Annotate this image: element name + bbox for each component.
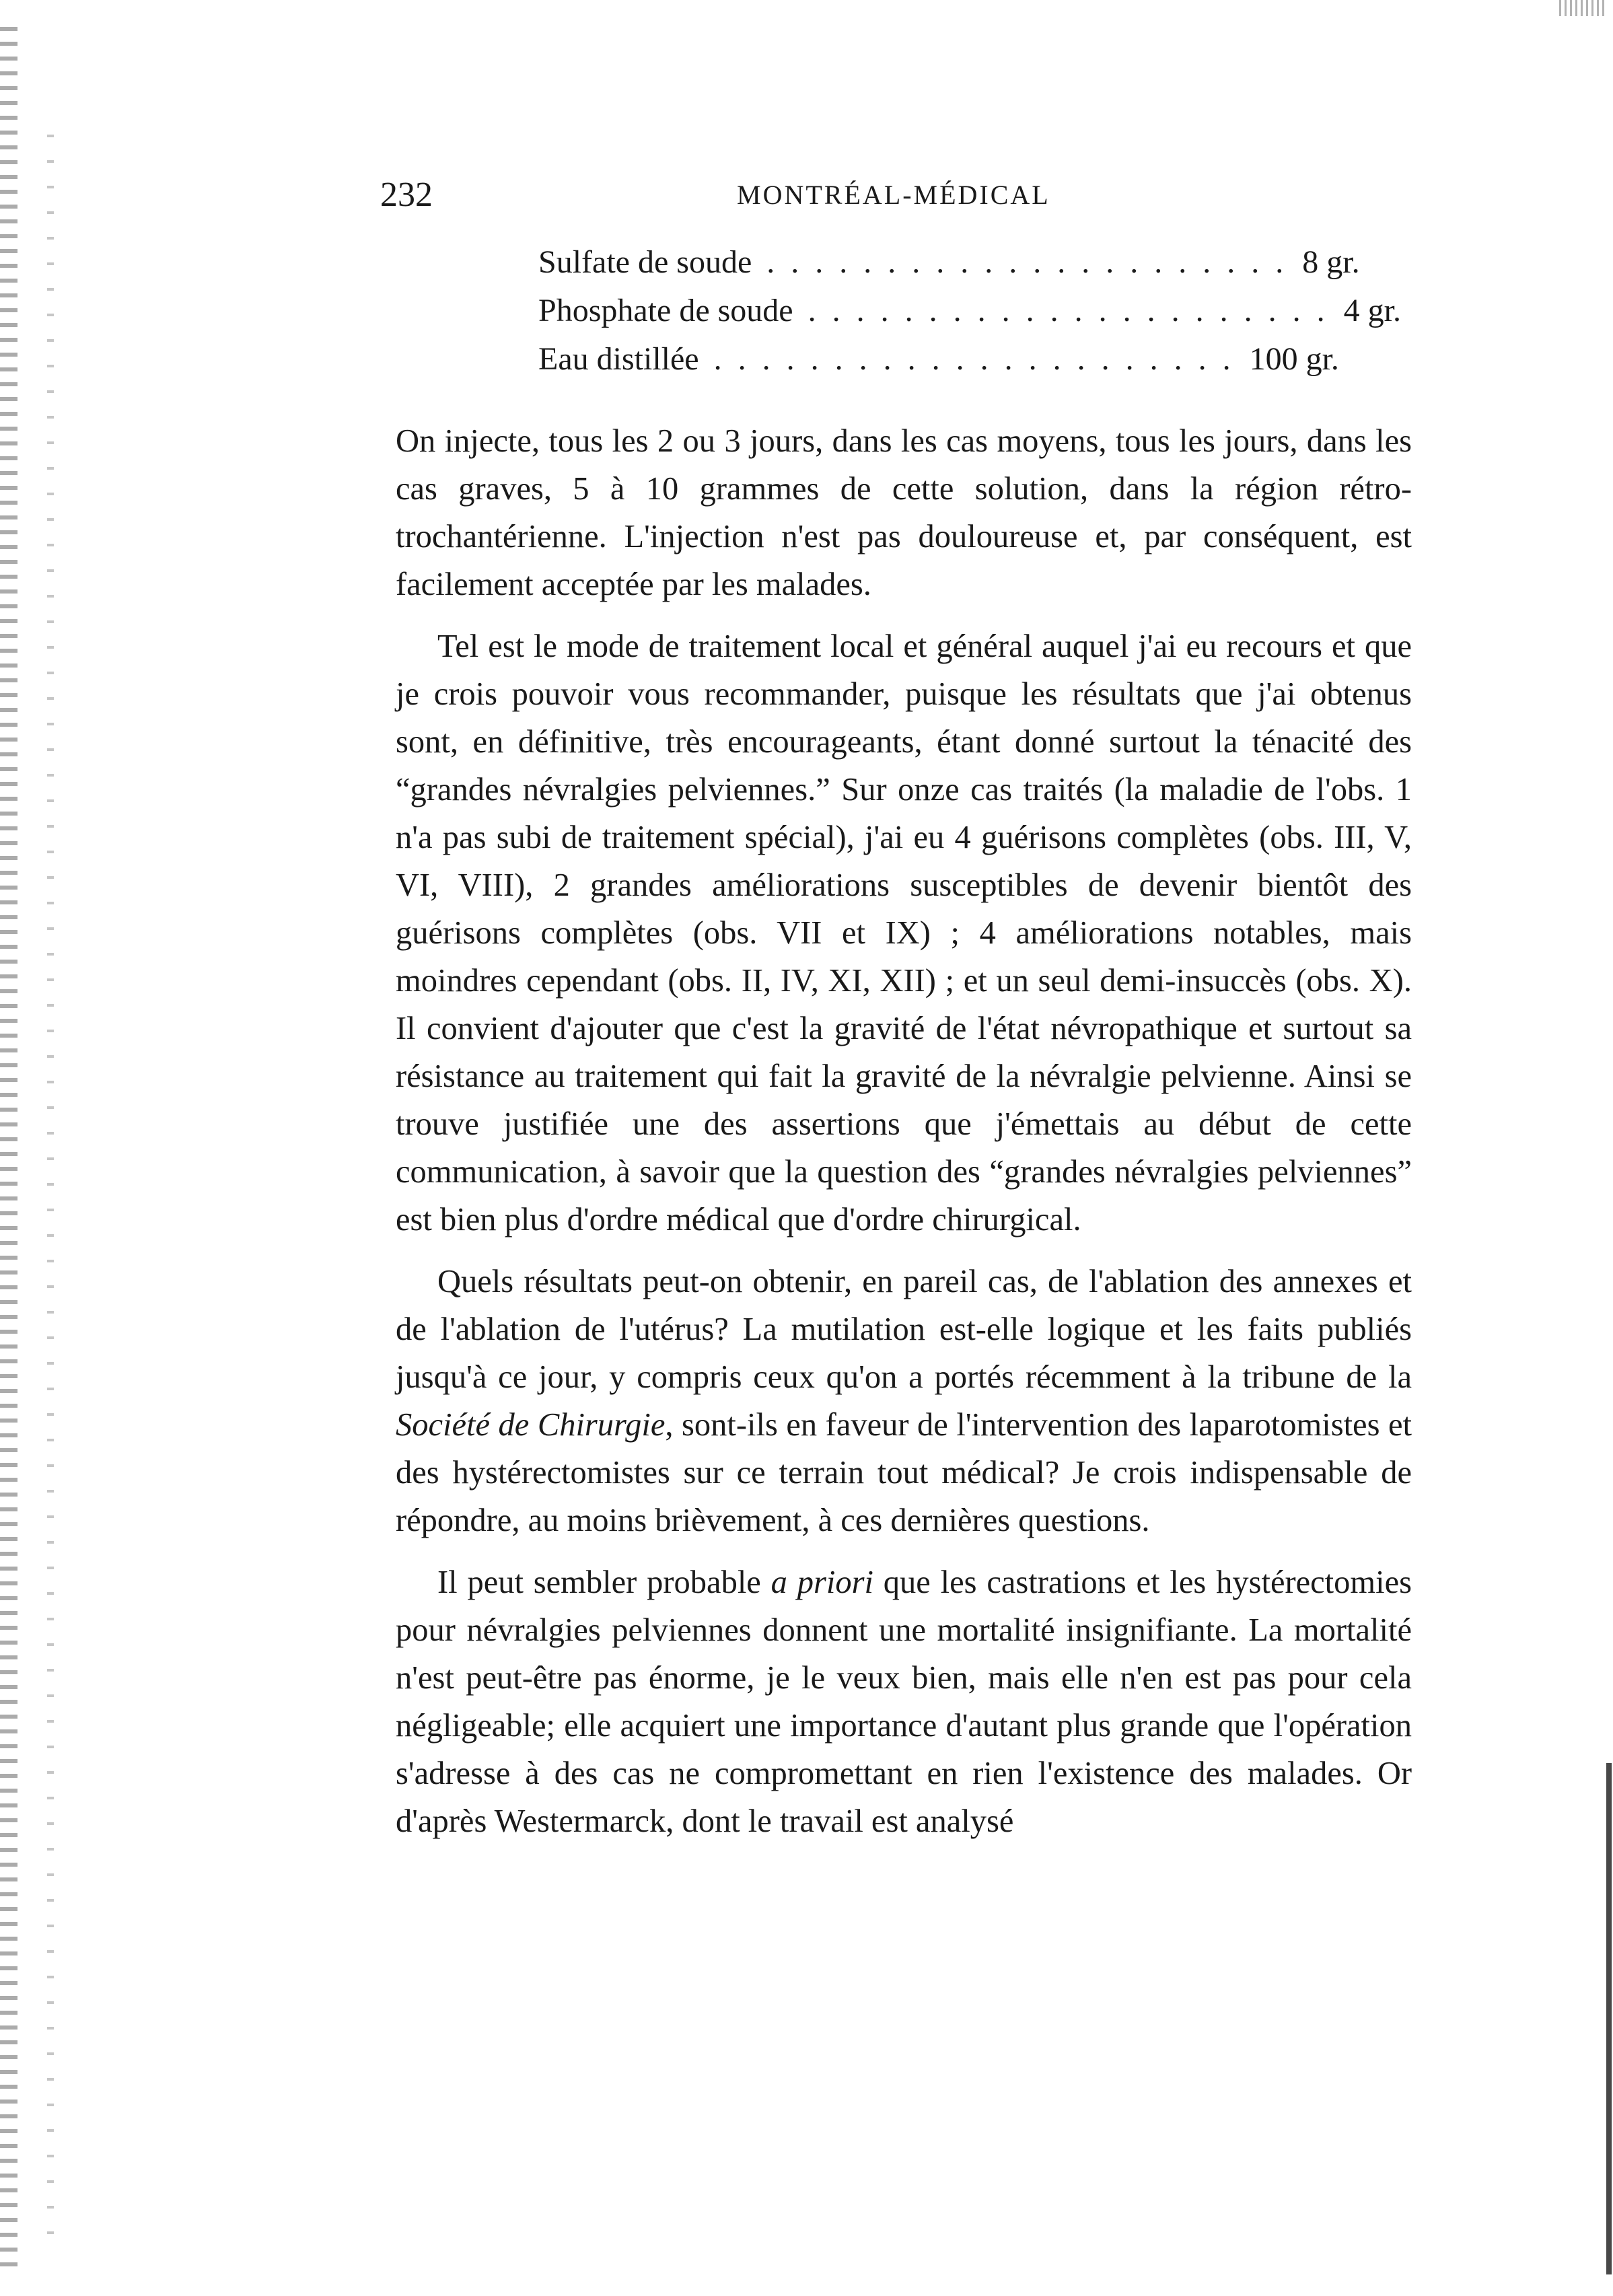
latin-phrase: a priori — [770, 1565, 873, 1600]
paragraph-text: , sont-ils en faveur de l'intervention des laparotomistes et des hystérectomistes sur ce terrain tout médical? Je crois indispensable de répondre, au moins brièvement, à ces dernières questions. — [396, 1407, 1412, 1538]
dot-leader: . . . . . . . . . . . . . . . . . . . . . . — [713, 341, 1235, 377]
scan-binding-shadow — [47, 135, 54, 2254]
formula-quantity: 4 gr. — [1343, 293, 1401, 328]
formula-ingredient: Phosphate de soude — [538, 293, 793, 328]
running-title: MONTRÉAL-MÉDICAL — [737, 180, 1050, 210]
journal-title: Société de Chirurgie — [396, 1407, 666, 1443]
page-header — [380, 172, 1430, 219]
body-text — [396, 417, 1412, 1845]
paragraph-text: que les castrations et les hystérectomies pour névralgies pelviennes donnent une mortalité insignifiante. La mortalité n'est peut-être pas énorme, je le veux bien, mais elle n'en est pas pour cela négligeable; elle acquiert une importance d'autant plus grande que l'opération s'adresse à des cas ne compromettant en rien l'existence des malades. Or d'après Westermarck, dont le travail est analysé — [396, 1565, 1412, 1839]
dot-leader: . . . . . . . . . . . . . . . . . . . . . . — [808, 293, 1329, 328]
formula-quantity: 8 gr. — [1302, 244, 1360, 280]
paragraph-text: Il peut sembler probable — [437, 1565, 761, 1600]
paragraph: On injecte, tous les 2 ou 3 jours, dans les cas moyens, tous les jours, dans les cas graves, 5 à 10 grammes de cette solution, dans la région rétro-trochantérienne. L'injection n'est pas douloureuse et, par conséquent, est facilement acceptée par les malades. — [396, 423, 1412, 602]
formula-ingredient: Sulfate de soude — [538, 244, 752, 280]
formula-quantity: 100 gr. — [1249, 341, 1339, 377]
scan-corner-mark — [1559, 0, 1606, 16]
paragraph — [396, 1258, 1412, 1544]
formula-table — [538, 244, 1401, 389]
scan-right-edge — [1606, 1763, 1612, 2274]
formula-row — [538, 340, 1339, 389]
page-number: 232 — [380, 176, 433, 214]
formula-ingredient: Eau distillée — [538, 341, 699, 377]
paragraph-text: Quels résultats peut-on obtenir, en pareil cas, de l'ablation des annexes et de l'ablation de l'utérus? La mutilation est-elle logique et les faits publiés jusqu'à ce jour, y compris ceux qu'on a portés récemment à la tribune de la — [396, 1264, 1412, 1395]
paragraph: Tel est le mode de traitement local et général auquel j'ai eu recours et que je crois pouvoir vous recommander, puisque les résultats que j'ai obtenus sont, en définitive, très encourageants, étant donné surtout la ténacité des “grandes névralgies pelviennes.” Sur onze cas traités (la maladie de l'obs. 1 n'a pas subi de traitement spécial), j'ai eu 4 guérisons complètes (obs. III, V, VI, VIII), 2 grandes améliorations susceptibles de devenir bientôt des guérisons complètes (obs. VII et IX) ; 4 améliorations notables, mais moindres cependant (obs. II, IV, XI, XII) ; et un seul demi-insuccès (obs. X). Il convient d'ajouter que c'est la gravité de l'état névropathique et surtout sa résistance au traitement qui fait la gravité de la névralgie pelvienne. Ainsi se trouve justifiée une des assertions que j'émettais au début de cette communication, à savoir que la question des “grandes névralgies pelviennes” est bien plus d'ordre médical que d'ordre chirurgical. — [396, 629, 1412, 1237]
dot-leader: . . . . . . . . . . . . . . . . . . . . . . — [766, 244, 1288, 280]
formula-row — [538, 292, 1401, 340]
formula-row — [538, 244, 1360, 292]
paragraph — [396, 1558, 1412, 1845]
scan-binding-edge — [0, 27, 17, 2274]
